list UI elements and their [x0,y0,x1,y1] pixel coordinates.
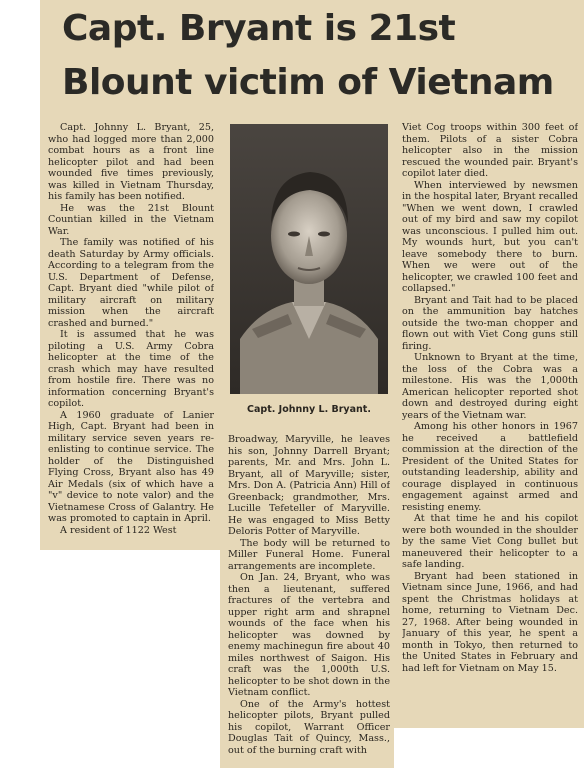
paragraph: When interviewed by newsmen in the hospital later, Bryant recalled "When we went down, I crawled out of my bird and saw my copilot was unconscious. I pulled him out. My wounds hurt, but you can't leave somebody there to burn. When we were out of the helicopter, we crawled 100 feet and collapsed." [402,179,578,294]
paragraph: At that time he and his copilot were both wounded in the shoulder by the same Viet Cong bullet but maneuvered their helicopter to a safe landing. [402,513,578,570]
portrait-photo [230,124,388,394]
paragraph: A resident of 1122 West [60,524,177,536]
paragraph: Unknown to Bryant at the time, the loss of the Cobra was a milestone. His was the 1,000th American helicopter reported shot down and destroyed during eight years of the Vietnam war. [402,352,578,421]
paragraph: On Jan. 24, Bryant, who was then a lieutenant, suffered fractures of the vertebra and upper right arm and shrapnel wounds of the face when his helicopter was downed by enemy machinegun fire about 40 miles northwest of Saigon. His craft was the 1,000th U.S. helicopter to be shot down in the Vietnam conflict. [228,572,390,698]
portrait-image [230,124,388,394]
headline-line-2: Blount victim of Vietnam [62,62,554,103]
paragraph: The family was notified of his death Saturday by Army officials. According to a telegram from the U.S. Department of Defense, Capt. Bryant died "while pilot of military aircraft on military mission when the aircraft crashed and burned." [48,237,214,329]
paragraph: Capt. Johnny L. Bryant, 25, who had logged more than 2,000 combat hours as a front line helicopter pilot and had been wounded five times previously, was killed in Vietnam Thursday, his family has been notified. [48,122,214,202]
paragraph: One of the Army's hottest helicopter pilots, Bryant pulled his copilot, Warrant Officer Douglas Tait of Quincy, Mass., out of the burning craft with [228,698,390,756]
article-column-middle [228,434,390,766]
paragraph: A 1960 graduate of Lanier High, Capt. Bryant had been in military service seven years re-enlisting to continue service. The holder of the Distinguished Flying Cross, Bryant also has 49 Air Medals (six of which have a "v" device to note valor) and the Vietnamese Cross of Galantry. He was promoted to captain in April. [48,409,214,524]
paragraph: It is assumed that he was piloting a U.S. Army Cobra helicopter at the time of the crash which may have resulted from hostile fire. There was no information concerning Bryant's copilot. [48,329,214,409]
paragraph: The body will be returned to Miller Funeral Home. Funeral arrangements are incomplete. [228,537,390,572]
paragraph: Viet Cog troops within 300 feet of them. Pilots of a sister Cobra helicopter also in the mission rescued the wounded pair. Bryant's copilot later died. [402,122,578,179]
paragraph: He was the 21st Blount Countian killed in the Vietnam War. [48,202,214,237]
paragraph: Broadway, Maryville, he leaves his son, Johnny Darrell Bryant; parents, Mr. and Mrs. John L. Bryant, all of Maryville; sister, Mrs. Don A. (Patricia Ann) Hill of Greenback; grandmother, Mrs. Lucille Tefeteller of Maryville. He was engaged to Miss Betty Deloris Potter of Maryville. [228,434,390,537]
article-column-right [402,122,578,722]
photo-caption: Capt. Johnny L. Bryant. [247,404,371,415]
article-column-left [48,122,214,546]
paragraph: Among his other honors in 1967 he received a battlefield commission at the direction of the President of the United States for outstanding leadership, ability and courage displayed in continuous engagement against armed and resisting enemy. [402,421,578,513]
paragraph: Bryant had been stationed in Vietnam since June, 1966, and had spent the Christmas holidays at home, returning to Vietnam Dec. 27, 1968. After being wounded in January of this year, he spent a month in Tokyo, then returned to the United States in February and had left for Vietnam on May 15. [402,570,578,674]
paragraph: Bryant and Tait had to be placed on the ammunition bay hatches outside the two-man chopper and flown out with Viet Cong guns still firing. [402,294,578,352]
headline-line-1: Capt. Bryant is 21st [62,8,456,49]
